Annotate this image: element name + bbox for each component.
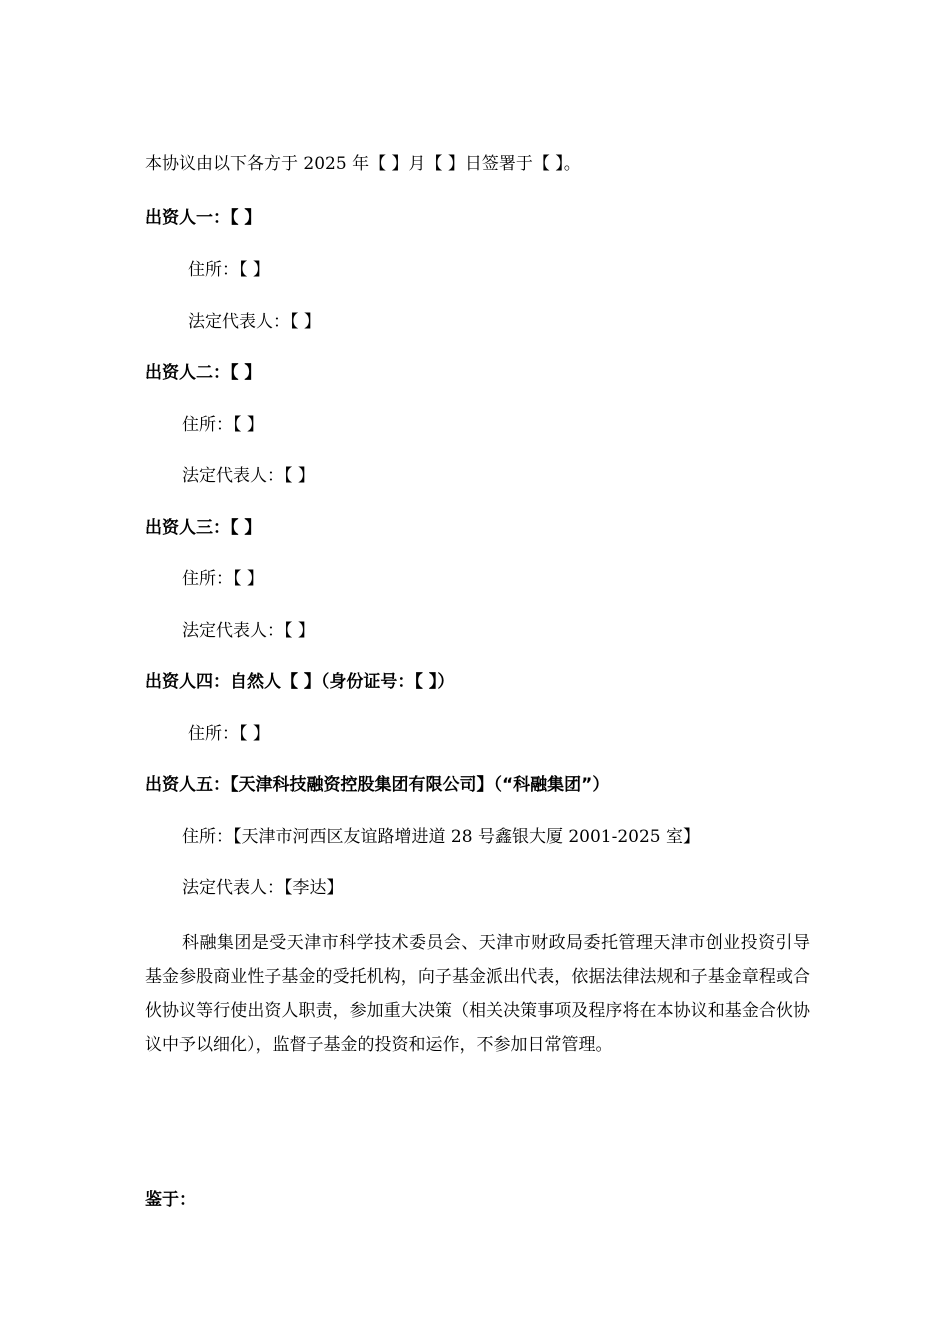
investor-5-heading: 出资人五：【天津科技融资控股集团有限公司】（“科融集团”） xyxy=(145,775,610,795)
investor-4-address: 住所：【 】 xyxy=(188,724,270,744)
intro-text: 本协议由以下各方于 2025 年【 】月【 】日签署于【 】。 xyxy=(145,154,581,174)
investor-3-address: 住所：【 】 xyxy=(182,569,264,589)
investor-2-representative: 法定代表人：【 】 xyxy=(182,466,315,486)
whereas-heading: 鉴于： xyxy=(145,1190,196,1210)
investor-1-representative: 法定代表人：【 】 xyxy=(188,312,321,332)
investor-4-heading: 出资人四：自然人【 】（身份证号：【 】） xyxy=(145,672,455,692)
investor-3-representative: 法定代表人：【 】 xyxy=(182,621,315,641)
kerong-group-description: 科融集团是受天津市科学技术委员会、天津市财政局委托管理天津市创业投资引导基金参股商业性子基金的受托机构，向子基金派出代表，依据法律法规和子基金章程或合伙协议等行使出资人职责，参加重大决策（相关决策事项及程序将在本协议和基金合伙协议中予以细化），监督子基金的投资和运作，不参加日常管理。 xyxy=(145,933,810,1055)
investor-1-heading: 出资人一：【 】 xyxy=(145,208,262,228)
investor-5-representative: 法定代表人：【李达】 xyxy=(182,878,344,898)
investor-1-address: 住所：【 】 xyxy=(188,260,270,280)
investor-2-heading: 出资人二：【 】 xyxy=(145,363,262,383)
investor-5-address: 住所：【天津市河西区友谊路增进道 28 号鑫银大厦 2001-2025 室】 xyxy=(182,827,701,847)
investor-2-address: 住所：【 】 xyxy=(182,415,264,435)
investor-3-heading: 出资人三：【 】 xyxy=(145,518,262,538)
